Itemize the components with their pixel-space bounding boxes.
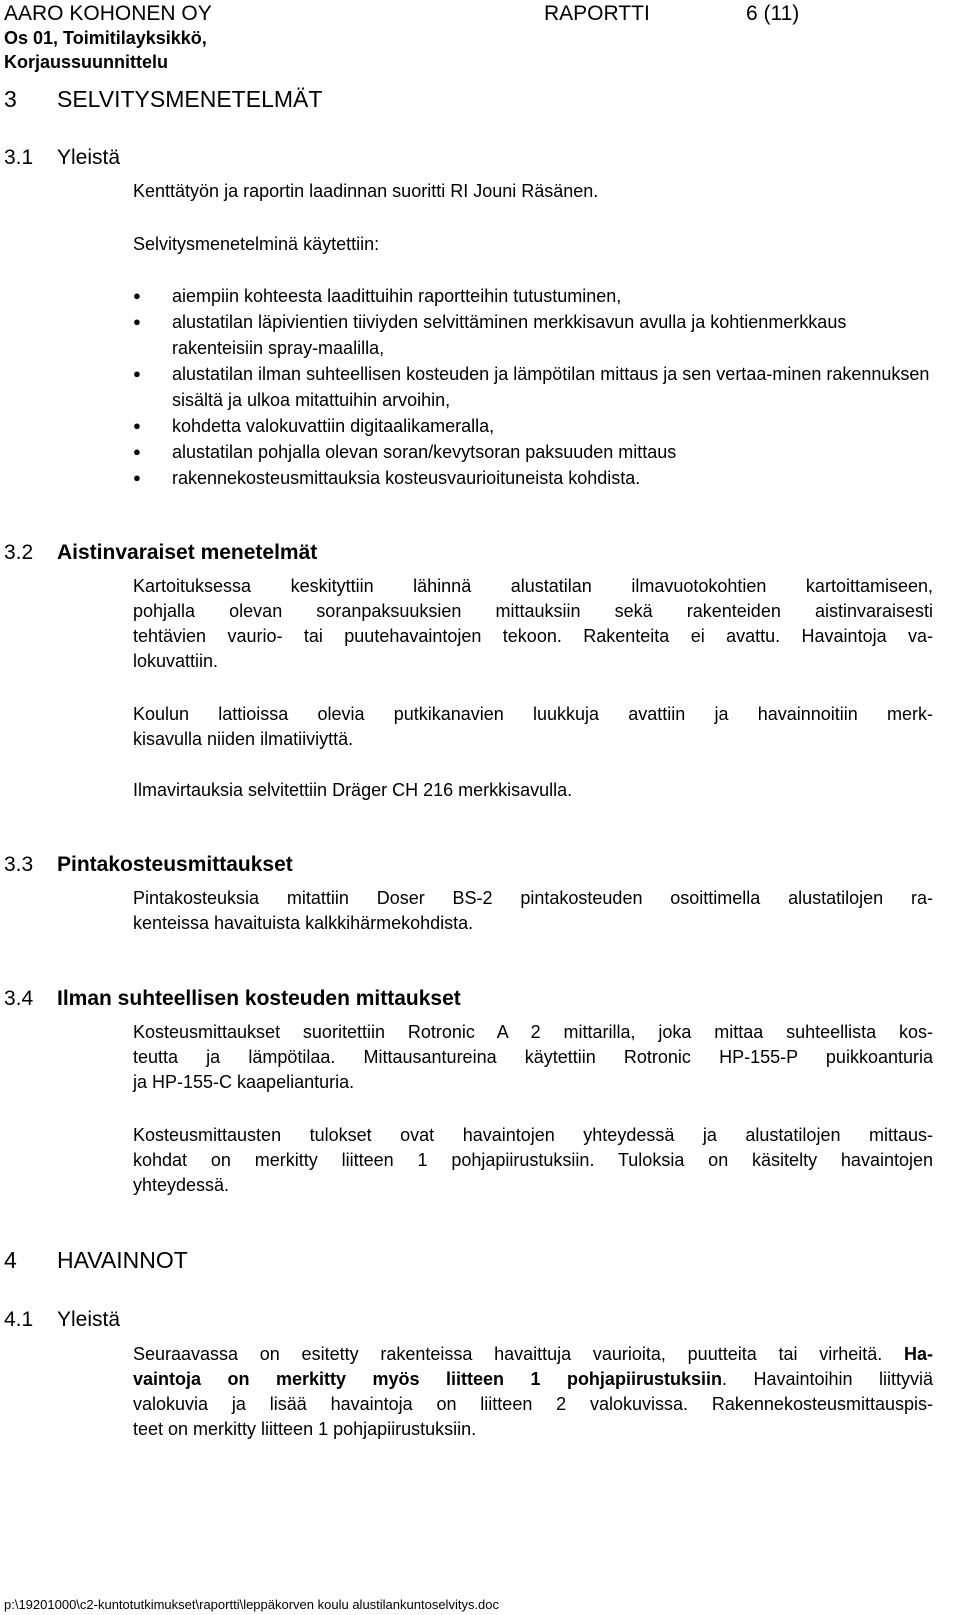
text-run-bold: Ha- [903, 1344, 933, 1364]
paragraph-humidity-results [133, 1123, 933, 1198]
text-line: kisavulla niiden ilmatiiviyttä. [133, 729, 354, 749]
text-line: teutta ja lämpötilaa. Mittausantureina käytettiin Rotronic HP-155-P puikkoanturia [133, 1047, 933, 1067]
list-item [133, 439, 933, 465]
section-title: Yleistä [57, 1308, 121, 1331]
list-item [133, 413, 933, 439]
paragraph-methods-intro: Selvitysmenetelminä käytettiin: [133, 234, 380, 254]
list-item-text: aiempiin kohteesta laadittuihin raportteihin tutustuminen, [172, 286, 622, 306]
text-line: Pintakosteuksia mitattiin Doser BS-2 pintakosteuden osoittimella alustatilojen ra- [133, 888, 933, 908]
list-item [133, 283, 933, 309]
section-title: SELVITYSMENETELMÄT [57, 86, 323, 112]
paragraph-humidity-measurement [133, 1020, 933, 1095]
text-line: lokuvattiin. [133, 651, 219, 671]
section-title: Pintakosteusmittaukset [57, 853, 293, 876]
bullet-icon: ● [133, 418, 141, 433]
text-line: valokuvia ja lisää havaintoja on liitteen 2 valokuvissa. Rakennekosteusmittauspis- [133, 1394, 933, 1414]
list-item-text: kohdetta valokuvattiin digitaalikameralla, [172, 416, 495, 436]
text-line: tehtävien vaurio- tai puutehavaintojen tekoon. Rakenteita ei avattu. Havaintoja va- [133, 626, 933, 646]
section-number: 3 [4, 86, 17, 112]
page-number: 6 (11) [746, 2, 800, 25]
text-line: ja HP-155-C kaapelianturia. [133, 1072, 355, 1092]
header-unit: Os 01, Toimitilayksikkö, [4, 28, 207, 48]
list-item-text: alustatilan ilman suhteellisen kosteuden ja lämpötilan mittaus ja sen vertaa- [172, 364, 773, 384]
section-number: 4.1 [4, 1308, 34, 1331]
list-item-text: rakennekosteusmittauksia kosteusvaurioituneista kohdista. [172, 468, 641, 488]
header-department: Korjaussuunnittelu [4, 52, 169, 72]
text-line [133, 1367, 933, 1392]
bullet-icon: ● [133, 366, 141, 381]
text-run-bold: vaintoja on merkitty myös liitteen 1 pohjapiirustuksiin [133, 1369, 722, 1389]
methods-list [133, 283, 933, 491]
section-number: 3.2 [4, 541, 34, 564]
heading-section-3-3 [4, 853, 293, 877]
paragraph-smoke-test: Ilmavirtauksia selvitettiin Dräger CH 216 merkkisavulla. [133, 780, 573, 800]
heading-section-3-2 [4, 541, 317, 565]
paragraph-observations-intro [133, 1342, 933, 1442]
text-line [133, 1342, 933, 1367]
section-number: 3.4 [4, 987, 34, 1010]
text-line: Kosteusmittaukset suoritettiin Rotronic A 2 mittarilla, joka mittaa suhteellista kos- [133, 1022, 933, 1042]
section-number: 3.1 [4, 146, 34, 169]
text-line: kenteissa havaituista kalkkihärmekohdista. [133, 913, 474, 933]
bullet-icon: ● [133, 314, 141, 329]
text-run: Seuraavassa on esitetty rakenteissa havaittuja vaurioita, puutteita tai virheitä. [133, 1344, 904, 1364]
heading-section-3-1 [4, 146, 120, 170]
heading-section-3 [4, 86, 322, 113]
document-type: RAPORTTI [544, 2, 650, 25]
section-number: 4 [4, 1247, 17, 1273]
section-title: Aistinvaraiset menetelmät [57, 541, 318, 564]
list-item-text: alustatilan pohjalla olevan soran/kevytsoran paksuuden mittaus [172, 442, 677, 462]
text-line: Kartoituksessa keskityttiin lähinnä alustatilan ilmavuotokohtien kartoittamiseen, [133, 576, 933, 596]
text-line: pohjalla olevan soranpaksuuksien mittauksiin sekä rakenteiden aistinvaraisesti [133, 601, 933, 621]
text-line: teet on merkitty liitteen 1 pohjapiirustuksiin. [133, 1419, 477, 1439]
section-title: Yleistä [57, 146, 121, 169]
list-item-text: merkkaus rakenteisiin spray-maalilla, [172, 312, 847, 358]
page-header [4, 2, 864, 74]
paragraph-surface-moisture [133, 886, 933, 936]
list-item-text: alustatilan läpivientien tiiviyden selvittäminen merkkisavun avulla ja kohtien [172, 312, 769, 332]
bullet-icon: ● [133, 470, 141, 485]
list-item [133, 309, 933, 361]
list-item [133, 361, 933, 413]
heading-section-4 [4, 1247, 188, 1274]
text-line: yhteydessä. [133, 1175, 230, 1195]
company-name: AARO KOHONEN OY [4, 2, 212, 25]
heading-section-3-4 [4, 987, 461, 1011]
section-title: Ilman suhteellisen kosteuden mittaukset [57, 987, 461, 1010]
paragraph-sensory-methods [133, 574, 933, 674]
section-number: 3.3 [4, 853, 34, 876]
paragraph-pipe-channels [133, 702, 933, 752]
heading-section-4-1 [4, 1308, 120, 1332]
bullet-icon: ● [133, 444, 141, 459]
text-run: . Havaintoihin liittyviä [721, 1369, 933, 1389]
paragraph-performer: Kenttätyön ja raportin laadinnan suoritti RI Jouni Räsänen. [133, 181, 599, 201]
text-line: Kosteusmittausten tulokset ovat havaintojen yhteydessä ja alustatilojen mittaus- [133, 1125, 933, 1145]
list-item-text: minen rakennuksen sisältä ja ulkoa mitattuihin arvoihin, [172, 364, 930, 410]
text-line: kohdat on merkitty liitteen 1 pohjapiirustuksiin. Tuloksia on käsitelty havaintojen [133, 1150, 933, 1170]
list-item [133, 465, 933, 491]
bullet-icon: ● [133, 288, 141, 303]
header-row [4, 2, 864, 26]
text-line: Koulun lattioissa olevia putkikanavien luukkuja avattiin ja havainnoitiin merk- [133, 704, 933, 724]
footer-file-path: p:\19201000\c2-kuntotutkimukset\raportti\leppäkorven koulu alustilankuntoselvitys.doc [4, 1597, 500, 1612]
section-title: HAVAINNOT [57, 1247, 188, 1273]
